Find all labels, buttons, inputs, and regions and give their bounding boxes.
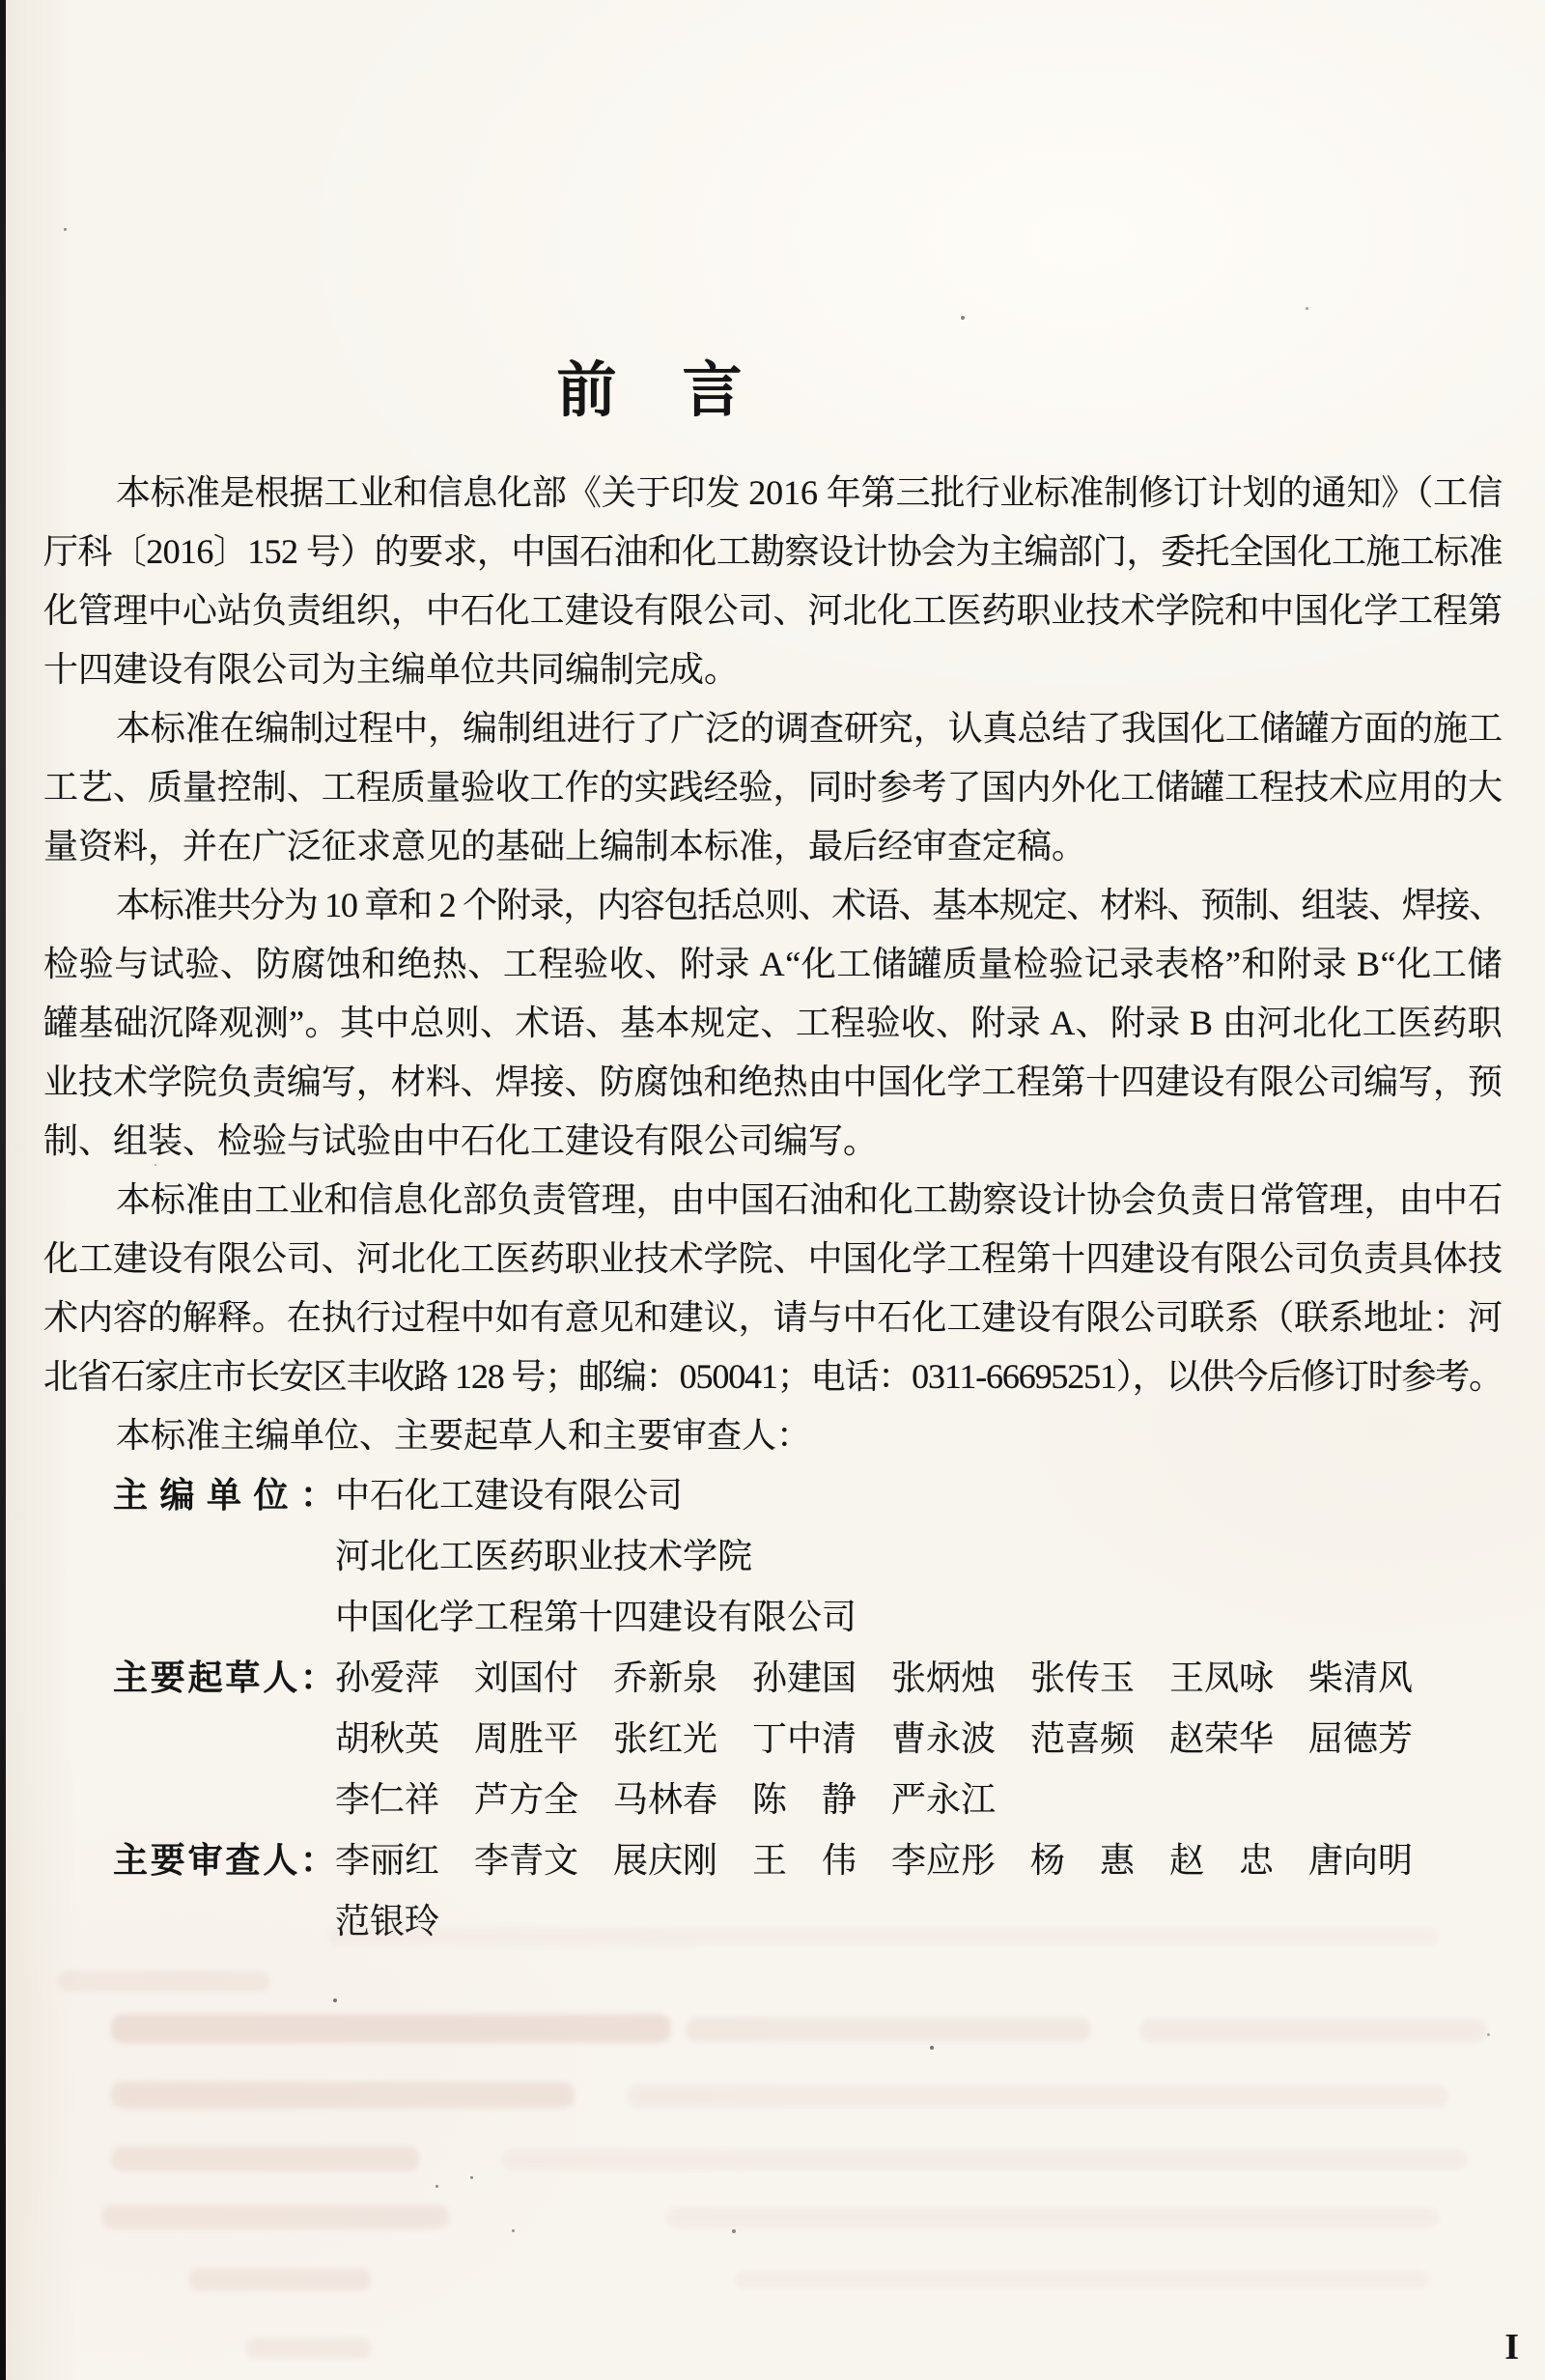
bleedthrough-ghost: [101, 2204, 449, 2229]
scan-speck: [1306, 307, 1308, 310]
body-line: 本标准共分为 10 章和 2 个附录，内容包括总则、术语、基本规定、材料、预制、组装、焊接、: [116, 886, 1503, 924]
credit-label: 主编单位：: [113, 1476, 335, 1515]
scan-speck: [435, 2185, 438, 2188]
body-line: 罐基础沉降观测”。其中总则、术语、基本规定、工程验收、附录 A、附录 B 由河北化工医药职: [43, 1004, 1503, 1042]
bleedthrough-ghost: [111, 2082, 575, 2109]
credit-value: 李仁祥 芦方全 马林春 陈 静 严永江: [335, 1780, 997, 1819]
credit-row: [113, 1709, 1503, 1770]
page-title: 前 言: [556, 357, 745, 424]
scan-speck: [1168, 908, 1170, 910]
credit-row: [113, 1526, 1503, 1587]
paragraphs: [43, 464, 1503, 1465]
scan-speck: [470, 2176, 473, 2179]
body-line: 制、组装、检验与试验由中石化工建设有限公司编写。: [43, 1121, 879, 1160]
credit-label: [113, 1709, 335, 1770]
body-line: 本标准主编单位、主要起草人和主要审查人：: [116, 1416, 812, 1455]
bleedthrough-ghost: [188, 2268, 372, 2291]
credit-label: [113, 1526, 335, 1587]
credit-value: 李丽红 李青文 展庆刚 王 伟 李应彤 杨 惠 赵 忠 唐向明: [335, 1841, 1414, 1880]
bleedthrough-ghost: [111, 2014, 671, 2043]
credit-value: 范银玲: [335, 1902, 440, 1941]
credit-label: 主要审查人：: [113, 1841, 335, 1880]
credit-row: [113, 1648, 1503, 1709]
credit-row: [113, 1587, 1503, 1648]
body-line: 北省石家庄市长安区丰收路 128 号；邮编：050041；电话：0311-66695251），以供今后修订时参考。: [43, 1357, 1503, 1396]
body-line: 检验与试验、防腐蚀和绝热、工程验收、附录 A“化工储罐质量检验记录表格”和附录 B“化工储: [43, 945, 1503, 983]
bleedthrough-ghost: [246, 2338, 372, 2359]
scan-speck: [333, 1998, 337, 2002]
credit-value: 中石化工建设有限公司: [335, 1476, 684, 1515]
scan-speck: [154, 1164, 156, 1166]
credit-row: [113, 1830, 1503, 1891]
credit-label: [113, 1587, 335, 1648]
bleedthrough-ghost: [686, 2017, 1091, 2042]
body-line: 化工建设有限公司、河北化工医药职业技术学院、中国化学工程第十四建设有限公司负责具体技: [43, 1239, 1503, 1278]
bleedthrough-ghost: [1139, 2019, 1487, 2042]
credit-value: 孙爱萍 刘国付 乔新泉 孙建国 张炳烛 张传玉 王凤咏 柴清风: [335, 1658, 1414, 1697]
scan-speck: [732, 2229, 736, 2233]
scan-speck: [1487, 2033, 1490, 2036]
credits-section: [43, 1465, 1503, 1952]
body-line: 本标准是根据工业和信息化部《关于印发 2016 年第三批行业标准制修订计划的通知》（工信: [116, 473, 1503, 512]
scan-speck: [961, 316, 965, 320]
body-line: 量资料，并在广泛征求意见的基础上编制本标准，最后经审查定稿。: [43, 827, 1087, 865]
body-line: 厅科〔2016〕152 号）的要求，中国石油和化工勘察设计协会为主编部门，委托全国化工施工标准: [43, 532, 1503, 571]
body-line: 化管理中心站负责组织，中石化工建设有限公司、河北化工医药职业技术学院和中国化学工程第: [43, 591, 1503, 630]
credit-label: [113, 1770, 335, 1830]
bleedthrough-ghost: [58, 1970, 270, 1992]
credit-row: [113, 1770, 1503, 1830]
body-line: 十四建设有限公司为主编单位共同编制完成。: [43, 650, 740, 689]
credit-value: 胡秋英 周胜平 张红光 丁中清 曹永波 范喜频 赵荣华 屈德芳: [335, 1719, 1414, 1758]
body-line: 本标准由工业和信息化部负责管理，由中国石油和化工勘察设计协会负责日常管理，由中石: [116, 1180, 1503, 1219]
body-line: 术内容的解释。在执行过程中如有意见和建议，请与中石化工建设有限公司联系（联系地址：河: [43, 1298, 1503, 1337]
credit-label: [113, 1891, 335, 1952]
bleedthrough-ghost: [111, 2146, 420, 2171]
bleedthrough-ghost: [666, 2207, 1439, 2228]
credit-value: 中国化学工程第十四建设有限公司: [335, 1598, 857, 1636]
bleedthrough-ghost: [628, 2084, 1448, 2108]
scan-speck: [930, 2046, 934, 2050]
bleedthrough-ghost: [328, 1927, 1439, 1946]
body-line: 工艺、质量控制、工程质量验收工作的实践经验，同时参考了国内外化工储罐工程技术应用的大: [43, 768, 1503, 807]
bleedthrough-ghost: [502, 2149, 1468, 2170]
credit-value: 河北化工医药职业技术学院: [335, 1537, 753, 1575]
body-line: 本标准在编制过程中，编制组进行了广泛的调查研究，认真总结了我国化工储罐方面的施工: [116, 709, 1503, 748]
bleedthrough-ghost: [734, 2270, 1429, 2289]
document-body: [43, 464, 1503, 1952]
page-number: I: [1504, 2327, 1520, 2367]
credit-row: [113, 1465, 1503, 1526]
body-line: 业技术学院负责编写，材料、焊接、防腐蚀和绝热由中国化学工程第十四建设有限公司编写，预: [43, 1062, 1503, 1101]
scan-speck: [64, 228, 67, 231]
scan-speck: [512, 2229, 515, 2232]
credit-label: 主要起草人：: [113, 1658, 335, 1697]
